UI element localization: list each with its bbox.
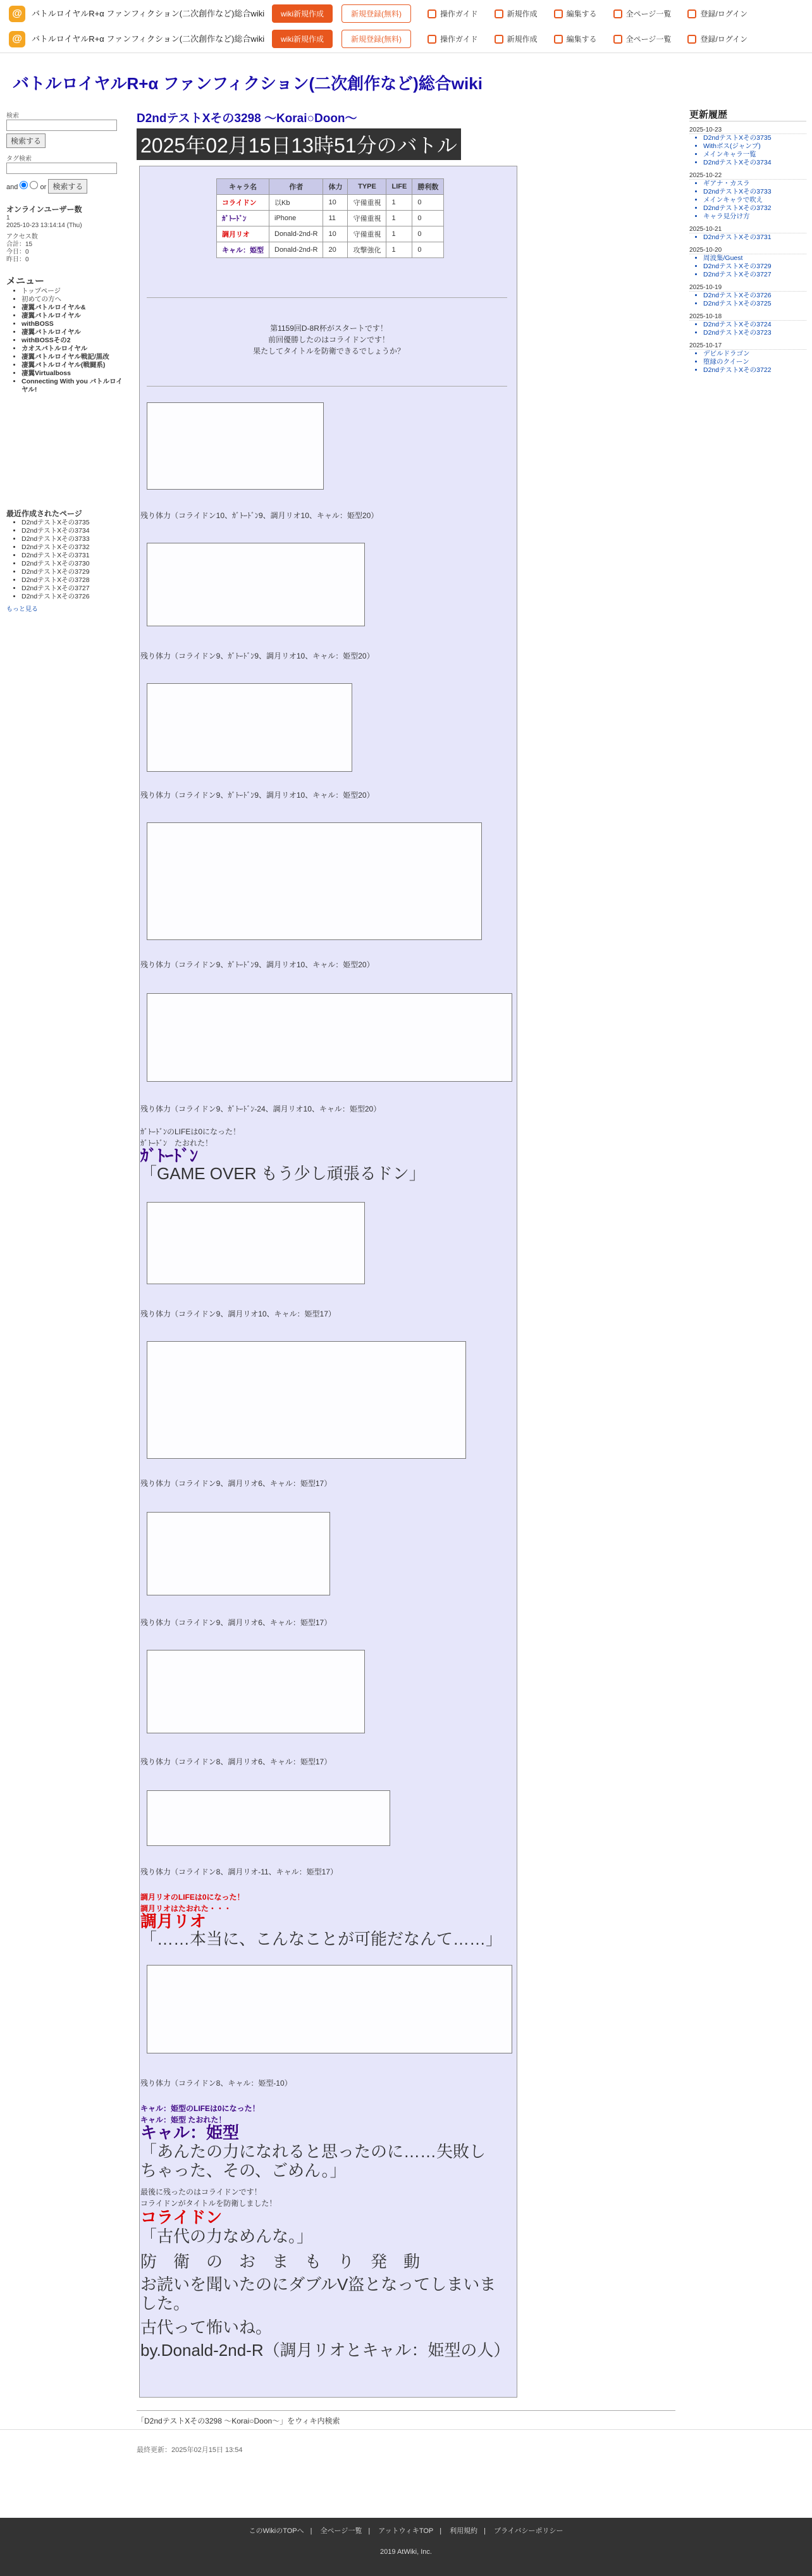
wiki-search-link[interactable]: 「D2ndテストXその3298 ～Korai○Doon～」をウィキ内検索 <box>137 2417 340 2425</box>
table-cell: 以Kb <box>269 195 323 211</box>
attack-box <box>147 402 324 490</box>
rio-ko-line: 調月リオのLIFEは0になった！ <box>140 1893 245 1902</box>
history-item[interactable]: • D2ndテストXその3724 <box>703 321 806 329</box>
table-row <box>217 195 444 211</box>
tool-guide[interactable]: 操作ガイド <box>428 34 478 44</box>
table-cell: 0 <box>412 211 444 226</box>
history-item[interactable]: • D2ndテストXその3725 <box>703 300 806 308</box>
history-item[interactable]: • D2ndテストXその3727 <box>703 271 806 279</box>
attack-box <box>147 1202 365 1284</box>
hp-line: 残り体力（コライドン9、調月リオ10、キャル：姫型17） <box>140 1310 336 1318</box>
table-cell: 攻撃強化 <box>348 242 386 258</box>
divider <box>0 2429 812 2430</box>
table-cell: Donald-2nd-R <box>269 226 323 242</box>
table-header: 体力 <box>323 179 348 195</box>
final-line: 防 衛 の お ま も り 発 動 <box>140 2252 421 2271</box>
table-header: LIFE <box>386 179 412 195</box>
wiki-create-button[interactable]: wiki新規作成 <box>272 30 333 48</box>
footer-link[interactable]: 利用規約 <box>450 2527 478 2535</box>
access-label: アクセス数 <box>6 233 38 240</box>
table-cell: 11 <box>323 211 348 226</box>
kyaru-ko-line: キャル：姫型のLIFEは0になった！ <box>140 2104 260 2113</box>
menu-list <box>6 287 123 394</box>
table-cell: 10 <box>323 226 348 242</box>
menu-title: メニュー <box>6 276 45 287</box>
attack-box <box>147 1512 330 1595</box>
hp-line: 残り体力（コライドン9、ｶﾞﾄｰﾄﾞﾝ9、調月リオ10、キャル：姫型20） <box>140 652 374 660</box>
history-item[interactable]: • 堕縁のクイーン <box>703 358 806 366</box>
menu-item[interactable]: • 凄翼バトルロイヤル& <box>22 304 123 312</box>
register-button[interactable]: 新規登録(無料) <box>341 30 411 48</box>
table-header: 勝利数 <box>412 179 444 195</box>
pencil-icon <box>554 35 563 44</box>
divider <box>137 2410 675 2411</box>
table-header: TYPE <box>348 179 386 195</box>
battle-intro <box>140 323 517 357</box>
kyaru-name: キャル：姫型 <box>140 2123 240 2142</box>
history-date: 2025-10-20 <box>689 247 806 254</box>
table-cell: iPhone <box>269 211 323 226</box>
rio-message: 「……本当に、こんなことが可能だなんて……」 <box>140 1929 503 1948</box>
tag-search-button[interactable]: 検索する <box>48 179 87 194</box>
gameover-line: ｶﾞﾄｰﾄﾞﾝ たおれた！ <box>140 1139 213 1148</box>
left-sidebar <box>6 108 123 614</box>
table-cell: 守備重視 <box>348 211 386 226</box>
list-icon <box>613 35 622 44</box>
rio-ko-line: 調月リオはたおれた・・・ <box>140 1904 231 1913</box>
page-title: D2ndテストXその3298 ～Korai○Doon～ <box>137 112 357 125</box>
kyaru-message: 「あんたの力になれると思ったのに……失敗しちゃった、その、ごめん。」 <box>140 2142 486 2180</box>
table-row <box>217 242 444 258</box>
final-line: 古代って怖いね。 <box>140 2318 273 2337</box>
tool-login[interactable]: 登録/ログイン <box>687 34 747 44</box>
access-today: 今日：0 <box>6 249 29 256</box>
hp-line: 残り体力（コライドン9、調月リオ6、キャル：姫型17） <box>140 1618 332 1627</box>
tool-list[interactable]: 全ページ一覧 <box>613 8 672 19</box>
intro-line: 前回優勝したのはコライドンです！ <box>268 335 390 344</box>
user-icon <box>687 9 696 18</box>
plus-icon <box>495 35 503 44</box>
recent-item[interactable]: • D2ndテストXその3735 <box>22 519 123 527</box>
table-cell: 守備重視 <box>348 226 386 242</box>
recent-list <box>6 519 123 601</box>
online-date: 2025-10-23 13:14:14 (Thu) <box>6 222 82 229</box>
rio-name: 調月リオ <box>140 1912 206 1931</box>
menu-item[interactable]: • withBOSSその2 <box>22 337 123 345</box>
table-cell: キャル：姫型 <box>217 242 269 258</box>
online-title: オンラインユーザー数 <box>6 205 82 214</box>
history-item[interactable]: • デビルドラゴン <box>703 350 806 358</box>
guide-icon <box>428 35 436 44</box>
site-name[interactable]: バトルロイヤルR+α ファンフィクション(二次創作など)総合wiki <box>32 34 265 44</box>
hp-line: 残り体力（コライドン9、調月リオ6、キャル：姫型17） <box>140 1479 332 1488</box>
list-icon <box>613 9 622 18</box>
history-date: 2025-10-21 <box>689 226 806 233</box>
attack-box <box>147 1965 512 2053</box>
pencil-icon <box>554 9 563 18</box>
recent-item[interactable]: • D2ndテストXその3733 <box>22 535 123 543</box>
menu-item[interactable]: • 凄翼バトルロイヤル(戦闘系) <box>22 361 123 369</box>
hp-line: 残り体力（コライドン9、ｶﾞﾄｰﾄﾞﾝ-24、調月リオ10、キャル：姫型20） <box>140 1105 381 1113</box>
footer-link[interactable]: 全ページ一覧 <box>320 2527 362 2535</box>
menu-item[interactable]: • 凄翼Virtualboss <box>22 369 123 378</box>
recent-item[interactable]: • D2ndテストXその3729 <box>22 568 123 576</box>
plus-icon <box>495 9 503 18</box>
table-cell: 1 <box>386 211 412 226</box>
hp-line: 残り体力（コライドン10、ｶﾞﾄｰﾄﾞﾝ9、調月リオ10、キャル：姫型20） <box>140 511 379 520</box>
table-cell: Donald-2nd-R <box>269 242 323 258</box>
battle-heading: 2025年02月15日13時51分のバトル <box>137 128 461 160</box>
search-label: 検索 <box>6 113 19 120</box>
tool-edit[interactable]: 編集する <box>554 8 597 19</box>
tool-new[interactable]: 新規作成 <box>495 8 538 19</box>
guide-icon <box>428 9 436 18</box>
and-radio[interactable] <box>20 181 28 189</box>
site-name[interactable]: バトルロイヤルR+α ファンフィクション(二次創作など)総合wiki <box>32 8 265 18</box>
menu-item[interactable]: • 初めての方へ <box>22 295 123 304</box>
history-item[interactable]: • 周波集/Guest <box>703 254 806 263</box>
table-cell: ｶﾞﾄｰﾄﾞﾝ <box>217 211 269 226</box>
history-item[interactable]: • D2ndテストXその3734 <box>703 159 806 167</box>
hp-line: 残り体力（コライドン8、調月リオ6、キャル：姫型17） <box>140 1757 332 1766</box>
tag-search-input[interactable] <box>6 163 117 174</box>
history-item[interactable]: • D2ndテストXその3735 <box>703 134 806 142</box>
menu-item[interactable]: • withBOSS <box>22 320 123 328</box>
tool-new[interactable]: 新規作成 <box>495 34 538 44</box>
footer: このWikiのTOPへ | 全ページ一覧 | アットウィキTOP | 利用規約 | プライバシーポリシー 2019 AtWiki, Inc. <box>0 2518 812 2576</box>
recent-item[interactable]: • D2ndテストXその3731 <box>22 552 123 560</box>
table-cell: 1 <box>386 242 412 258</box>
attack-box <box>147 543 365 626</box>
right-sidebar <box>689 108 806 375</box>
recent-item[interactable]: • D2ndテストXその3726 <box>22 593 123 601</box>
hp-line: 残り体力（コライドン8、調月リオ-11、キャル：姫型17） <box>140 1867 338 1876</box>
divider <box>147 386 507 387</box>
table-cell: 0 <box>412 242 444 258</box>
hp-line: 残り体力（コライドン8、キャル：姫型-10） <box>140 2079 292 2088</box>
history-item[interactable]: • D2ndテストXその3723 <box>703 329 806 337</box>
table-cell: 1 <box>386 195 412 211</box>
history-item[interactable]: • メインキャラ一覧 <box>703 151 806 159</box>
table-cell: 守備重視 <box>348 195 386 211</box>
recent-item[interactable]: • D2ndテストXその3734 <box>22 527 123 535</box>
winner-line: コライドンがタイトルを防衛しました！ <box>140 2199 277 2208</box>
more-link[interactable]: もっと見る <box>6 606 38 613</box>
table-cell: 20 <box>323 242 348 258</box>
intro-line: 果たしてタイトルを防衛できるでしょうか？ <box>253 347 405 356</box>
character-table <box>216 178 444 258</box>
gameover-message: 「GAME OVER もう少し頑張るドン」 <box>140 1164 426 1183</box>
history-item[interactable]: • D2ndテストXその3732 <box>703 204 806 213</box>
header-bar-sticky <box>0 25 812 53</box>
history-item[interactable]: • D2ndテストXその3722 <box>703 366 806 375</box>
atwiki-logo-icon[interactable]: @ <box>9 31 25 47</box>
history-item[interactable]: • D2ndテストXその3729 <box>703 263 806 271</box>
attack-box <box>147 1650 365 1733</box>
footer-link[interactable]: このWikiのTOPへ <box>249 2527 304 2535</box>
and-label: and <box>6 183 18 191</box>
table-row <box>217 211 444 226</box>
main-content <box>137 109 675 160</box>
menu-item[interactable]: • 凄翼バトルロイヤル <box>22 328 123 337</box>
table-cell: コライドン <box>217 195 269 211</box>
history-item[interactable]: • D2ndテストXその3731 <box>703 233 806 242</box>
register-button[interactable]: 新規登録(無料) <box>341 4 411 23</box>
table-row <box>217 226 444 242</box>
attack-box <box>147 1790 390 1846</box>
tool-login[interactable]: 登録/ログイン <box>687 8 747 19</box>
winner-name: コライドン <box>140 2208 223 2227</box>
attack-box <box>147 822 482 940</box>
recent-item[interactable]: • D2ndテストXその3728 <box>22 576 123 585</box>
history-item[interactable]: • メインキャラで吹え <box>703 196 806 204</box>
divider <box>147 297 507 298</box>
tag-search-label: タグ検索 <box>6 156 32 163</box>
menu-item[interactable]: • 凄翼バトルロイヤル戦記/黒改 <box>22 353 123 361</box>
history-title: 更新履歴 <box>689 108 806 121</box>
attack-box <box>147 993 512 1082</box>
user-icon <box>687 35 696 44</box>
search-button[interactable]: 検索する <box>6 133 46 148</box>
tool-list[interactable]: 全ページ一覧 <box>613 34 672 44</box>
recent-title: 最近作成されたページ <box>6 509 82 518</box>
search-input[interactable] <box>6 120 117 131</box>
recent-item[interactable]: • D2ndテストXその3730 <box>22 560 123 568</box>
attack-box <box>147 1341 466 1459</box>
history-date: 2025-10-19 <box>689 284 806 292</box>
wiki-create-button[interactable]: wiki新規作成 <box>272 4 333 23</box>
or-label: or <box>40 183 47 191</box>
winner-line: 最後に残ったのはコライドンです！ <box>140 2188 262 2196</box>
tool-edit[interactable]: 編集する <box>554 34 597 44</box>
recent-item[interactable]: • D2ndテストXその3732 <box>22 543 123 552</box>
final-line: by.Donald-2nd-R（調月リオとキャル：姫型の人） <box>140 2341 510 2360</box>
attack-box <box>147 683 352 772</box>
gameover-name: ｶﾞﾄｰﾄﾞﾝ <box>140 1146 199 1165</box>
table-cell: 0 <box>412 195 444 211</box>
recent-item[interactable]: • D2ndテストXその3727 <box>22 585 123 593</box>
history-item[interactable]: • キャラ見分け方 <box>703 213 806 221</box>
footer-link[interactable]: アットウィキTOP <box>378 2527 434 2535</box>
access-total: 合計：15 <box>6 241 33 248</box>
or-radio[interactable] <box>30 181 38 189</box>
copyright: 2019 AtWiki, Inc. <box>380 2548 432 2556</box>
hp-line: 残り体力（コライドン9、ｶﾞﾄｰﾄﾞﾝ9、調月リオ10、キャル：姫型20） <box>140 960 374 969</box>
final-line: お読いを聞いたのにダブルV盗となってしまいました。 <box>140 2275 496 2313</box>
hp-line: 残り体力（コライドン9、ｶﾞﾄｰﾄﾞﾝ9、調月リオ10、キャル：姫型20） <box>140 791 374 800</box>
footer-link[interactable]: プライバシーポリシー <box>494 2527 563 2535</box>
table-header: 作者 <box>269 179 323 195</box>
tool-guide[interactable]: 操作ガイド <box>428 8 478 19</box>
history-item[interactable]: • D2ndテストXその3726 <box>703 292 806 300</box>
wiki-title[interactable]: バトルロイヤルR+α ファンフィクション(二次創作など)総合wiki <box>13 74 483 93</box>
table-cell: 1 <box>386 226 412 242</box>
history-item[interactable]: • ギアナ・カスラ <box>703 180 806 188</box>
access-yesterday: 昨日：0 <box>6 256 29 263</box>
gameover-line: ｶﾞﾄｰﾄﾞﾝのLIFEは0になった！ <box>140 1127 241 1136</box>
history-date: 2025-10-23 <box>689 127 806 134</box>
table-cell: 0 <box>412 226 444 242</box>
history-item[interactable]: • Withボス(ジャンプ) <box>703 142 806 151</box>
atwiki-logo-icon[interactable]: @ <box>9 6 25 22</box>
last-updated: 最終更新：2025年02月15日 13:54 <box>137 2446 243 2454</box>
online-count: 1 <box>6 214 10 221</box>
history-date: 2025-10-22 <box>689 172 806 180</box>
menu-item[interactable]: • カオスバトルロイヤル <box>22 345 123 353</box>
history-date: 2025-10-18 <box>689 313 806 321</box>
history-date: 2025-10-17 <box>689 342 806 350</box>
table-cell: 10 <box>323 195 348 211</box>
history-item[interactable]: • D2ndテストXその3733 <box>703 188 806 196</box>
winner-message: 「古代の力なめんな。」 <box>140 2227 314 2246</box>
intro-line: 第1159回D-8R杯がスタートです！ <box>270 324 388 333</box>
table-cell: 調月リオ <box>217 226 269 242</box>
kyaru-ko-line: キャル：姫型 たおれた！ <box>140 2115 226 2124</box>
menu-item[interactable]: • 凄翼バトルロイヤル <box>22 312 123 320</box>
table-header: キャラ名 <box>217 179 269 195</box>
menu-item[interactable]: • Connecting With you バトルロイヤル! <box>22 378 123 394</box>
header-bar <box>0 0 812 28</box>
menu-item[interactable]: • トップページ <box>22 287 123 295</box>
